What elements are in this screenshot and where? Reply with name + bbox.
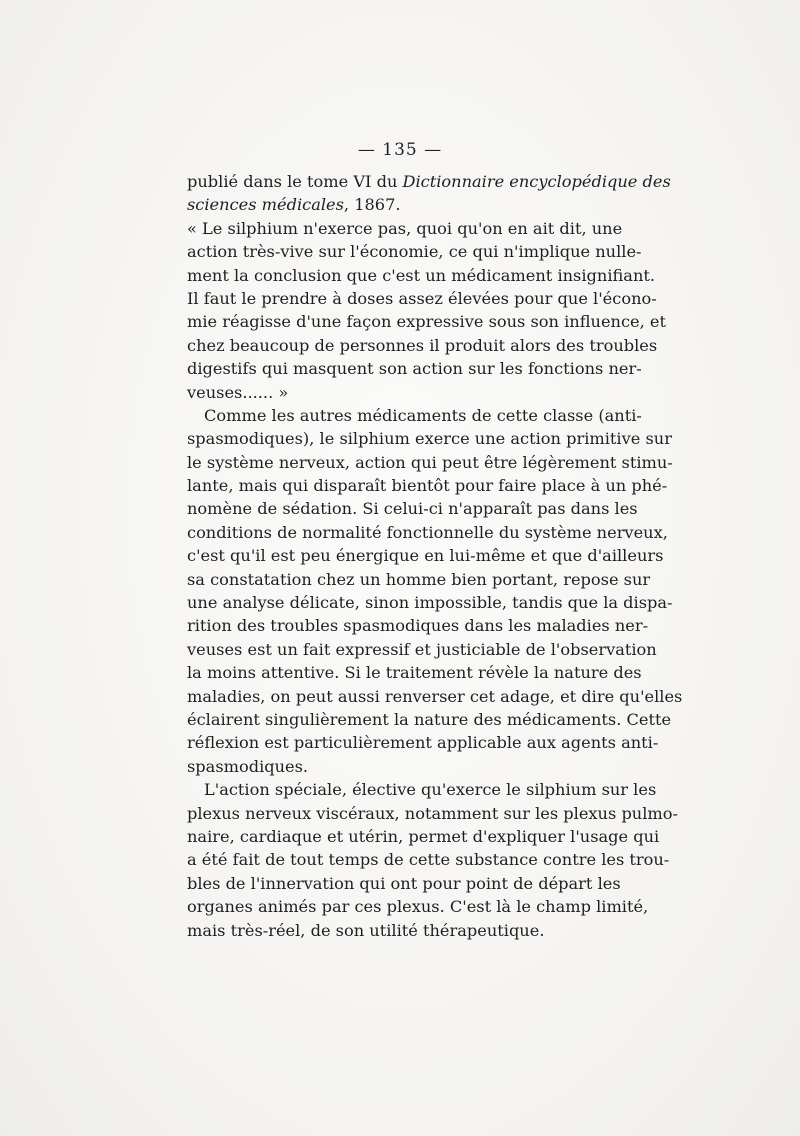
text-line: spasmodiques. [187, 756, 309, 776]
text-line: Il faut le prendre à doses assez élevées pour que l'écono- [187, 288, 657, 308]
italic-title: Dictionnaire encyclopédique des [402, 172, 671, 191]
text-line: lante, mais qui disparaît bientôt pour faire place à un phé- [187, 476, 668, 496]
text-line: L'action spéciale, élective qu'exerce le silphium sur les [204, 780, 657, 800]
text-line: bles de l'innervation qui ont pour point de départ les [187, 873, 621, 893]
text-line: le système nerveux, action qui peut être légèrement stimu- [187, 452, 673, 472]
text-line: conditions de normalité fonctionnelle du système nerveux, [187, 522, 668, 542]
text-line: action très-vive sur l'économie, ce qui n'implique nulle- [187, 242, 642, 262]
text-line: publié dans le tome VI du Dictionnaire encyclopédique des [187, 172, 671, 191]
text-line: éclairent singulièrement la nature des médicaments. Cette [187, 709, 672, 729]
paragraph [187, 778, 678, 942]
paragraph [187, 217, 666, 404]
text-line: sa constatation chez un homme bien portant, repose sur [187, 569, 651, 589]
body-text [187, 170, 683, 942]
text-line: rition des troubles spasmodiques dans les maladies ner- [187, 616, 649, 636]
text-line: ment la conclusion que c'est un médicament insignifiant. [187, 265, 656, 285]
text-line: veuses...... » [187, 382, 289, 402]
text-line: veuses est un fait expressif et justiciable de l'observation [187, 639, 657, 659]
paragraph [187, 404, 683, 778]
text-line: maladies, on peut aussi renverser cet adage, et dire qu'elles [187, 686, 683, 706]
text-line: naire, cardiaque et utérin, permet d'expliquer l'usage qui [187, 826, 660, 846]
text-line: sciences médicales, 1867. [187, 195, 401, 215]
italic-title: sciences médicales [187, 195, 344, 215]
text-line: « Le silphium n'exerce pas, quoi qu'on en ait dit, une [187, 218, 623, 238]
text-line: digestifs qui masquent son action sur les fonctions ner- [187, 359, 642, 379]
page-number: — 135 — [357, 140, 443, 160]
text-line: organes animés par ces plexus. C'est là le champ limité, [187, 897, 649, 917]
paragraph [187, 170, 671, 217]
text-line: mais très-réel, de son utilité thérapeutique. [187, 920, 545, 940]
text-line: réflexion est particulièrement applicable aux agents anti- [187, 733, 659, 753]
text-line: la moins attentive. Si le traitement révèle la nature des [187, 663, 642, 683]
text-line: Comme les autres médicaments de cette classe (anti- [204, 405, 642, 425]
text-line: plexus nerveux viscéraux, notamment sur les plexus pulmo- [187, 803, 678, 823]
text-line: chez beaucoup de personnes il produit alors des troubles [187, 335, 658, 355]
text-line: a été fait de tout temps de cette substance contre les trou- [187, 850, 670, 870]
text-line: une analyse délicate, sinon impossible, tandis que la dispa- [187, 593, 673, 613]
text-line: c'est qu'il est peu énergique en lui-même et que d'ailleurs [187, 546, 664, 566]
text-line: spasmodiques), le silphium exerce une action primitive sur [187, 429, 672, 449]
text-line: nomène de sédation. Si celui-ci n'apparaît pas dans les [187, 499, 638, 519]
text-line: mie réagisse d'une façon expressive sous son influence, et [187, 312, 666, 332]
